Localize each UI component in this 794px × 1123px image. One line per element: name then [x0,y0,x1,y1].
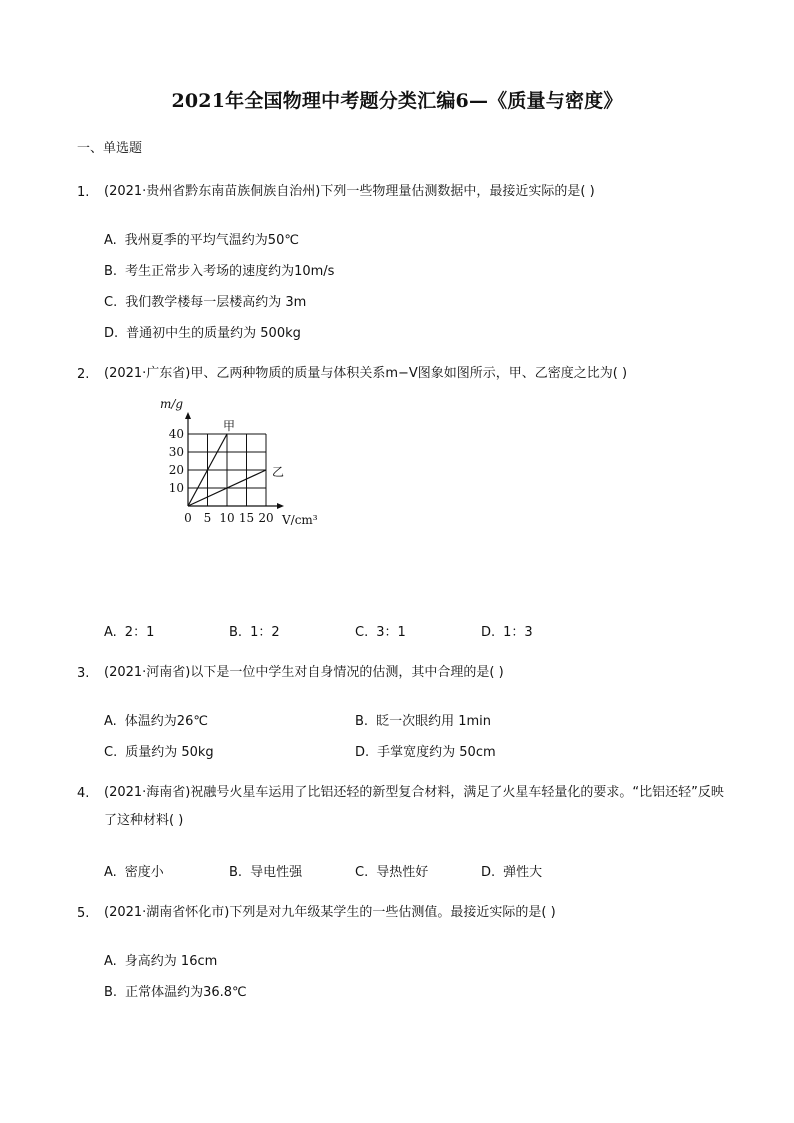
option-letter: B. [104,985,118,1000]
option-text: 1：2 [250,625,280,640]
option-text: 正常体温约为36.8℃ [125,985,247,1000]
x-tick-label: 0 [184,511,192,525]
option-text: 密度小 [124,865,164,880]
option-letter: C. [355,865,369,880]
option-b [229,861,302,880]
x-tick-label: 10 [219,511,235,525]
option-text: 我州夏季的平均气温约为50℃ [124,233,299,248]
x-tick-label: 5 [203,511,212,525]
question-number: 2. [77,367,90,382]
option-letter: B. [355,714,369,729]
option-letter: C. [355,625,369,640]
option-letter: D. [481,865,496,880]
question-stem: (2021·海南省)祝融号火星车运用了比铝还轻的新型复合材料，满足了火星车轻量化的要求。“比铝还轻”反映了这种材料( ) [104,785,724,828]
y-tick-label: 10 [168,481,184,495]
question-stem: (2021·贵州省黔东南苗族侗族自治州)下列一些物理量估测数据中，最接近实际的是( ) [104,184,595,199]
option-d [104,322,301,341]
option-b [229,621,280,640]
option-text: 考生正常步入考场的速度约为10m/s [125,264,335,279]
option-text: 眨一次眼约用 1min [376,714,491,729]
option-letter: C. [104,295,118,310]
option-letter: A. [104,625,117,640]
option-text: 手掌宽度约为 50cm [377,745,496,760]
option-a [104,621,154,640]
option-text: 1：3 [503,625,533,640]
option-a [104,861,164,880]
question-stem: (2021·广东省)甲、乙两种物质的质量与体积关系m−V图象如图所示，甲、乙密度之比为( ) [104,366,628,381]
option-b [355,710,491,729]
option-text: 我们教学楼每一层楼高约为 3m [125,295,307,310]
option-text: 导电性强 [250,865,303,880]
y-tick-label: 30 [168,445,184,459]
option-d [481,621,533,640]
question-number: 3. [77,666,90,681]
option-a [104,950,217,969]
series-label-2: 乙 [272,465,285,479]
x-tick-label: 15 [238,511,255,525]
chart-labels [160,397,318,527]
option-letter: A. [104,954,117,969]
question-number: 4. [77,786,90,801]
x-axis-arrow [277,503,284,509]
y-axis-label: m/g [160,397,184,411]
option-c [104,291,306,310]
option-a [104,229,299,248]
option-letter: A. [104,233,117,248]
option-text: 普通初中生的质量约为 500kg [126,326,301,341]
option-letter: B. [104,264,118,279]
question-number: 5. [77,906,90,921]
option-a [104,710,208,729]
option-text: 3：1 [376,625,406,640]
mass-volume-chart [150,392,350,532]
question-stem: (2021·湖南省怀化市)下列是对九年级某学生的一些估测值。最接近实际的是( ) [104,905,556,920]
option-letter: A. [104,865,117,880]
option-d [481,861,542,880]
option-letter: C. [104,745,118,760]
option-b [104,260,334,279]
option-letter: B. [229,865,243,880]
page-title: 2021年全国物理中考题分类汇编6—《质量与密度》 [171,90,623,112]
option-c [355,621,406,640]
option-text: 弹性大 [503,865,543,880]
x-tick-label: 20 [258,511,274,525]
option-c [104,741,214,760]
question-number: 1. [77,185,90,200]
question-stem: (2021·河南省)以下是一位中学生对自身情况的估测，其中合理的是( ) [104,665,504,680]
option-text: 身高约为 16cm [124,954,218,969]
option-text: 导热性好 [376,865,429,880]
x-axis-label: V/cm³ [282,513,318,527]
y-tick-label: 20 [168,463,184,477]
y-axis-arrow [185,412,191,419]
section-heading: 一、单选题 [77,141,143,156]
option-letter: D. [481,625,496,640]
chart-grid [188,434,266,506]
option-d [355,741,496,760]
option-text: 体温约为26℃ [124,714,208,729]
option-c [355,861,428,880]
series-label-1: 甲 [223,419,236,433]
option-letter: D. [104,326,119,341]
option-letter: A. [104,714,117,729]
option-text: 2：1 [124,625,155,640]
option-letter: B. [229,625,243,640]
option-letter: D. [355,745,370,760]
y-tick-label: 40 [168,427,184,441]
option-b [104,981,247,1000]
option-text: 质量约为 50kg [125,745,214,760]
